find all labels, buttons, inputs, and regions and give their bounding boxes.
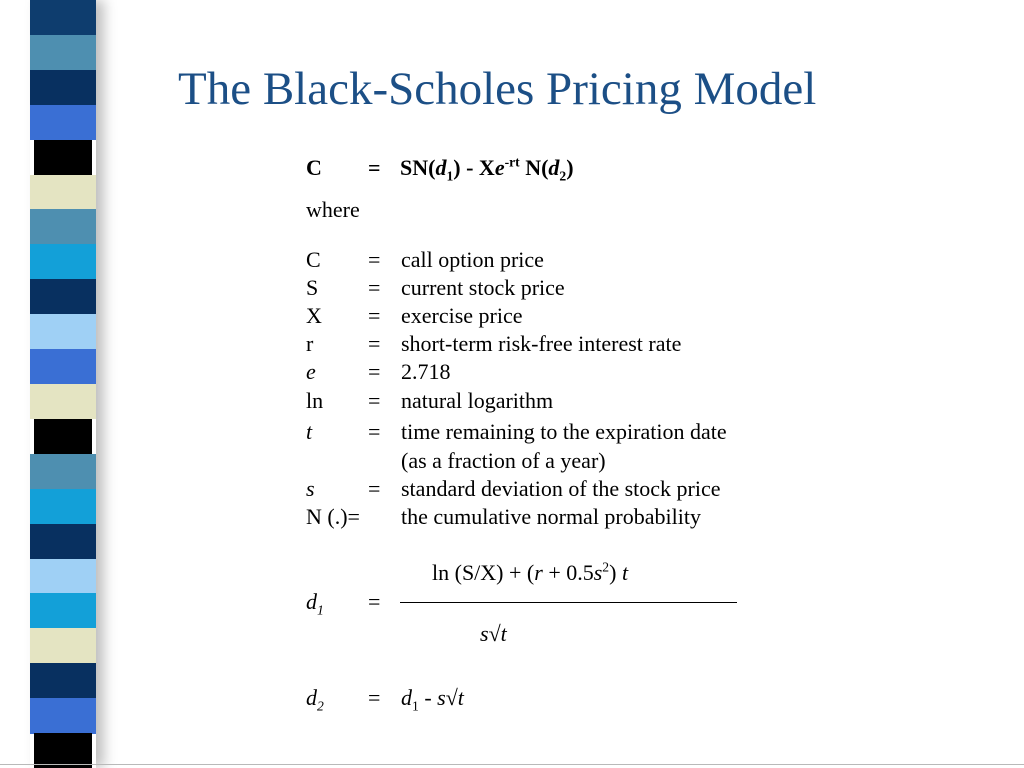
where-label: where	[306, 197, 360, 222]
d1-r: r	[534, 560, 543, 585]
stripe-segment	[30, 454, 96, 489]
def-symbol-t: t	[306, 419, 313, 444]
formula-sub1: 1	[446, 168, 454, 184]
formula-e: e	[494, 155, 505, 180]
stripe-segment	[30, 314, 96, 349]
d1-ln: ln	[432, 560, 450, 585]
d1-sub: 1	[317, 602, 324, 618]
stripe-segment	[34, 140, 92, 175]
d2-rhs-d: d	[401, 685, 412, 710]
formula-rhs	[400, 154, 574, 184]
sqrt-symbol: √	[488, 621, 501, 646]
d1-t: t	[621, 560, 629, 585]
fraction-bar	[400, 602, 737, 603]
stripe-segment	[34, 419, 92, 454]
sqrt-symbol: √	[445, 685, 458, 710]
d1-sq: 2	[602, 559, 610, 575]
def-symbol-c: C	[306, 247, 321, 272]
def-text: exercise price	[401, 303, 523, 328]
def-symbol-r: r	[306, 331, 314, 356]
stripe-segment	[30, 0, 96, 35]
stripe-segment	[30, 175, 96, 210]
d1-den-s: s	[480, 621, 489, 646]
d1-denominator	[480, 623, 507, 645]
d2-d: d	[306, 685, 317, 710]
d1-numerator	[432, 559, 629, 585]
d2-eq: =	[368, 685, 381, 710]
def-eq: =	[368, 303, 381, 328]
def-eq: =	[368, 247, 381, 272]
bottom-divider	[0, 764, 1024, 765]
def-eq: =	[368, 419, 381, 444]
def-eq: =	[368, 275, 381, 300]
d1-eq: =	[368, 589, 381, 614]
d2-rhs	[401, 685, 464, 714]
d2-sub: 2	[317, 698, 324, 714]
def-eq: =	[368, 388, 381, 413]
formula-rhs-part: )	[566, 155, 574, 180]
formula-sub2: 2	[559, 168, 567, 184]
formula-lhs: C	[306, 155, 322, 180]
def-symbol-n: N (.)=	[306, 504, 360, 529]
d1-symbol	[306, 589, 324, 618]
def-text: short-term risk-free interest rate	[401, 331, 682, 356]
decorative-stripe	[30, 0, 96, 768]
stripe-segment	[30, 70, 96, 105]
d1-den-t: t	[500, 621, 507, 646]
stripe-segment	[30, 559, 96, 594]
def-symbol-s: S	[306, 275, 319, 300]
d1-num-part: + 0.5	[542, 560, 594, 585]
stripe-segment	[30, 244, 96, 279]
stripe-segment	[34, 733, 92, 768]
def-text: call option price	[401, 247, 544, 272]
def-text: natural logarithm	[401, 388, 554, 413]
d2-rhs-s: s	[437, 685, 446, 710]
def-eq: =	[368, 476, 381, 501]
stripe-segment	[30, 105, 96, 140]
stripe-segment	[30, 663, 96, 698]
def-text: standard deviation of the stock price	[401, 476, 721, 501]
formula-main	[306, 157, 322, 179]
formula-exp: -rt	[504, 154, 520, 170]
stripe-segment	[30, 698, 96, 733]
stripe-segment	[30, 524, 96, 559]
stripe-segment	[30, 384, 96, 419]
def-eq: =	[368, 359, 381, 384]
def-text: 2.718	[401, 359, 451, 384]
d2-rhs-t: t	[457, 685, 464, 710]
formula-rhs-part: N(	[519, 155, 549, 180]
def-symbol-e: e	[306, 359, 316, 384]
stripe-segment	[30, 35, 96, 70]
formula-eq: =	[368, 155, 381, 180]
stripe-segment	[30, 349, 96, 384]
stripe-segment	[30, 628, 96, 663]
d2-rhs-part: -	[418, 685, 438, 710]
def-symbol-x: X	[306, 303, 322, 328]
formula-rhs-part: ) - X	[453, 155, 495, 180]
def-symbol-ln: ln	[306, 388, 324, 413]
def-text: time remaining to the expiration date	[401, 419, 727, 444]
formula-rhs-part: SN(	[400, 155, 436, 180]
d1-s: s	[593, 560, 603, 585]
stripe-segment	[30, 279, 96, 314]
def-text: current stock price	[401, 275, 565, 300]
d1-d: d	[306, 589, 317, 614]
d2-symbol	[306, 685, 324, 714]
stripe-segment	[30, 489, 96, 524]
def-text-continuation: (as a fraction of a year)	[401, 448, 606, 473]
def-text: the cumulative normal probability	[401, 504, 701, 529]
d1-num-part: (S/X) + (	[449, 560, 535, 585]
stripe-segment	[30, 593, 96, 628]
slide-title: The Black-Scholes Pricing Model	[178, 63, 817, 115]
d2-rhs-sub: 1	[412, 698, 419, 714]
d1-num-part: )	[609, 560, 622, 585]
formula-d: d	[435, 155, 447, 180]
def-eq: =	[368, 331, 381, 356]
formula-d: d	[548, 155, 560, 180]
stripe-segment	[30, 209, 96, 244]
def-symbol-sigma: s	[306, 476, 315, 501]
